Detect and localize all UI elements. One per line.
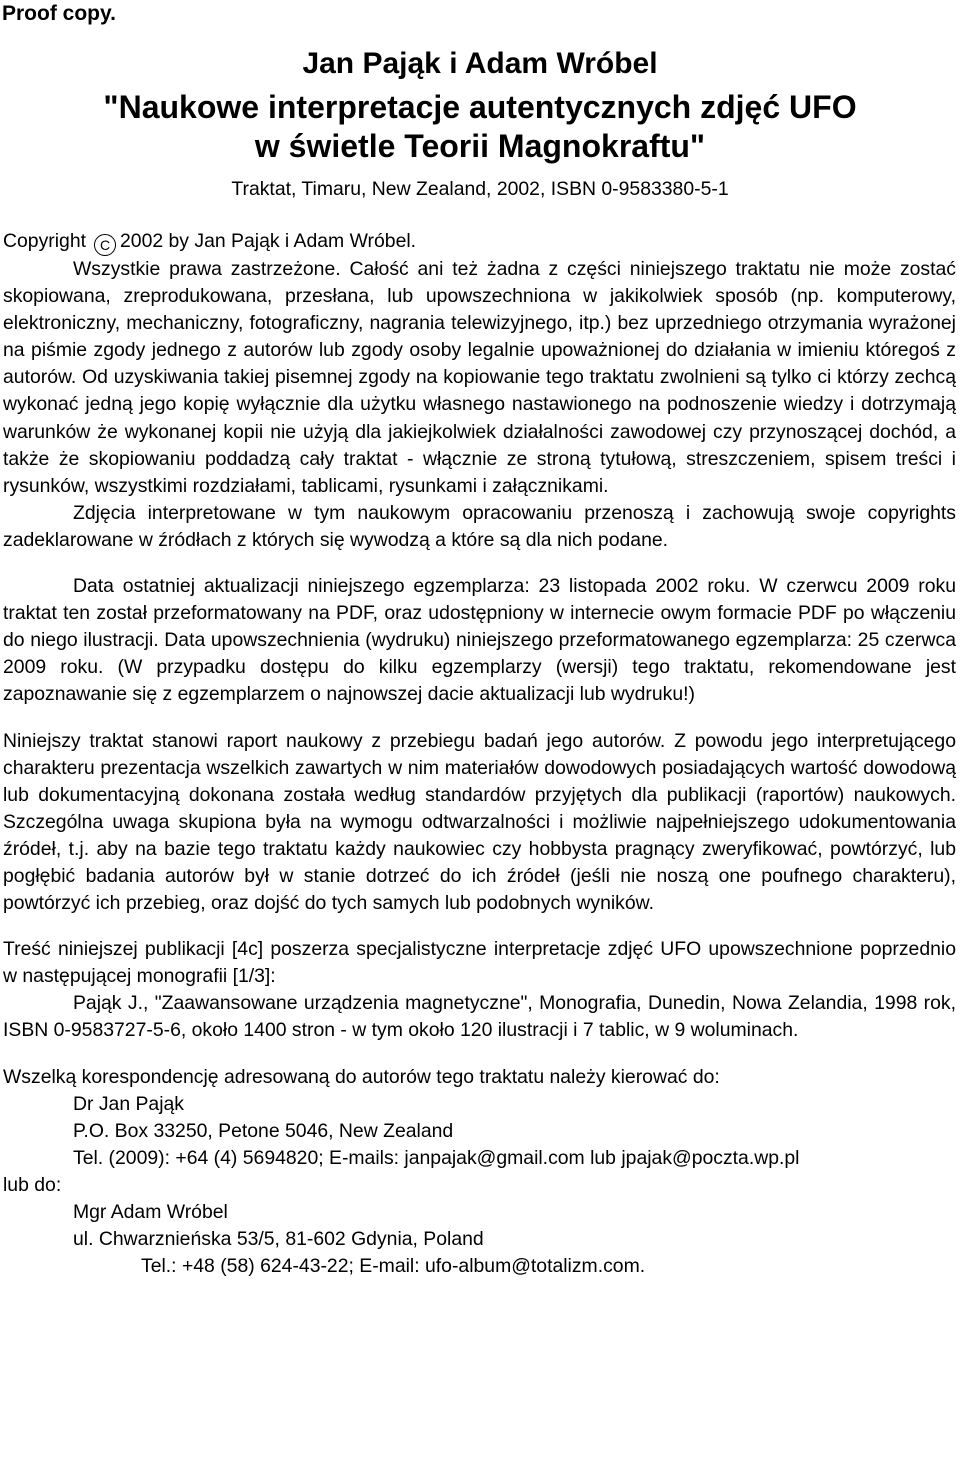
title-line-1: "Naukowe interpretacje autentycznych zdjęć UFO xyxy=(103,89,857,125)
photos-paragraph: Zdjęcia interpretowane w tym naukowym opracowaniu przenoszą i zachowują swoje copyrights zadeklarowane w źródłach z których się wywodzą a które są dla nich podane. xyxy=(3,501,956,551)
proof-copy-label: Proof copy. xyxy=(2,2,116,25)
copyright-suffix: 2002 by Jan Pająk i Adam Wróbel. xyxy=(120,230,417,252)
copyright-icon: C xyxy=(94,234,116,256)
spacer xyxy=(3,554,956,573)
contact-intro: Wszelką korespondencję adresowaną do autorów tego traktatu należy kierować do: xyxy=(3,1065,720,1088)
publication-reference: Pająk J., "Zaawansowane urządzenia magnetyczne", Monografia, Dunedin, Nowa Zelandia, 1998 rok, ISBN 0-9583727-5-6, około 1400 stron - w tym około 120 ilustracji i 7 tablic, w 9 woluminach. xyxy=(3,992,956,1042)
title-line-2: w świetle Teorii Magnokraftu" xyxy=(254,128,706,164)
author2-name: Mgr Adam Wróbel xyxy=(73,1201,228,1223)
author2-address: ul. Chwarznieńska 53/5, 81-602 Gdynia, Poland xyxy=(73,1228,484,1251)
rights-paragraph: Wszystkie prawa zastrzeżone. Całość ani też żadna z części niniejszego traktatu nie może zostać skopiowana, zreprodukowana, przesłana, lub upowszechniona w jakikolwiek sposób (np. komputerowy, elektroniczny, mechaniczny, fotograficzny, nagrania telewizyjnego, itp.) bez uprzedniego otrzymania wyrażonej na piśmie zgody jednego z autorów lub zgody osoby legalnie upoważnionej do działania w imieniu któregoś z autorów. Od uzyskiwania takiej pisemnej zgody na kopiowanie tego traktatu zwolnieni są tylko ci którzy zechcą wykonać jedną jego kopię wyłącznie dla użytku własnego nastawionego na podnoszenie wiedzy i dotrzymają warunków że wykonanej kopii nie użyją dla jakiejkolwiek działalności zawodowej czy przynoszącej dochód, a także że skopiowaniu poddadzą cały traktat - włącznie ze stroną tytułową, streszczeniem, spisem treści i rysunków, wszystkimi rozdziałami, tablicami, rysunkami i załącznikami. xyxy=(3,258,956,497)
spacer xyxy=(3,917,956,936)
author1-contact: Tel. (2009): +64 (4) 5694820; E-mails: janpajak@gmail.com lub jpajak@poczta.wp.pl xyxy=(73,1146,800,1169)
report-paragraph: Niniejszy traktat stanowi raport naukowy z przebiegu badań jego autorów. Z powodu jego interpretującego charakteru prezentacja wszelkich zawartych w nim materiałów dowodowych posiadających wartość dowodową lub dokumentacyjną dokonana została według standardów przyjętych dla publikacji (raportów) naukowych. Szczególna uwaga skupiona była na wymogu odtwarzalności i możliwie najpełniejszego udokumentowania źródeł, t.j. aby na bazie tego traktatu każdy naukowiec czy hobbysta pragnący zweryfikować, powtórzyć, lub pogłębić badania autorów był w stanie dotrzeć do ich źródeł (jeśli nie noszą one poufnego charakteru), powtórzyć ich przebieg, oraz dojść do tych samych lub podobnych wyników. xyxy=(3,729,956,915)
publication-intro: Treść niniejszej publikacji [4c] poszerza specjalistyczne interpretacje zdjęć UFO upowszechnione poprzednio w następującej monografii [1/3]: xyxy=(3,938,956,988)
publication-subtitle: Traktat, Timaru, New Zealand, 2002, ISBN 0-9583380-5-1 xyxy=(231,178,729,200)
spacer xyxy=(3,709,956,728)
document-body xyxy=(3,228,956,1280)
author1-name: Dr Jan Pająk xyxy=(73,1092,185,1115)
author2-contact: Tel.: +48 (58) 624-43-22; E-mail: ufo-album@totalizm.com. xyxy=(141,1255,646,1278)
copyright-prefix: Copyright xyxy=(3,230,86,252)
authors-heading: Jan Pająk i Adam Wróbel xyxy=(302,47,658,80)
update-paragraph: Data ostatniej aktualizacji niniejszego egzemplarza: 23 listopada 2002 roku. W czerwcu 2009 roku traktat ten został przeformatowany na PDF, oraz udostępniony w internecie owym formacie PDF po włączeniu do niego ilustracji. Data upowszechnienia (wydruku) niniejszego przeformatowanego egzemplarza: 25 czerwca 2009 roku. (W przypadku dostępu do kilku egzemplarzy (wersji) tego traktatu, rekomendowane jest zapoznawanie się z egzemplarzem o najnowszej dacie aktualizacji lub wydruku!) xyxy=(3,575,956,706)
copyright-line xyxy=(3,228,956,256)
spacer xyxy=(3,1045,956,1064)
author1-address: P.O. Box 33250, Petone 5046, New Zealand xyxy=(73,1119,454,1142)
or-label: lub do: xyxy=(3,1173,62,1196)
